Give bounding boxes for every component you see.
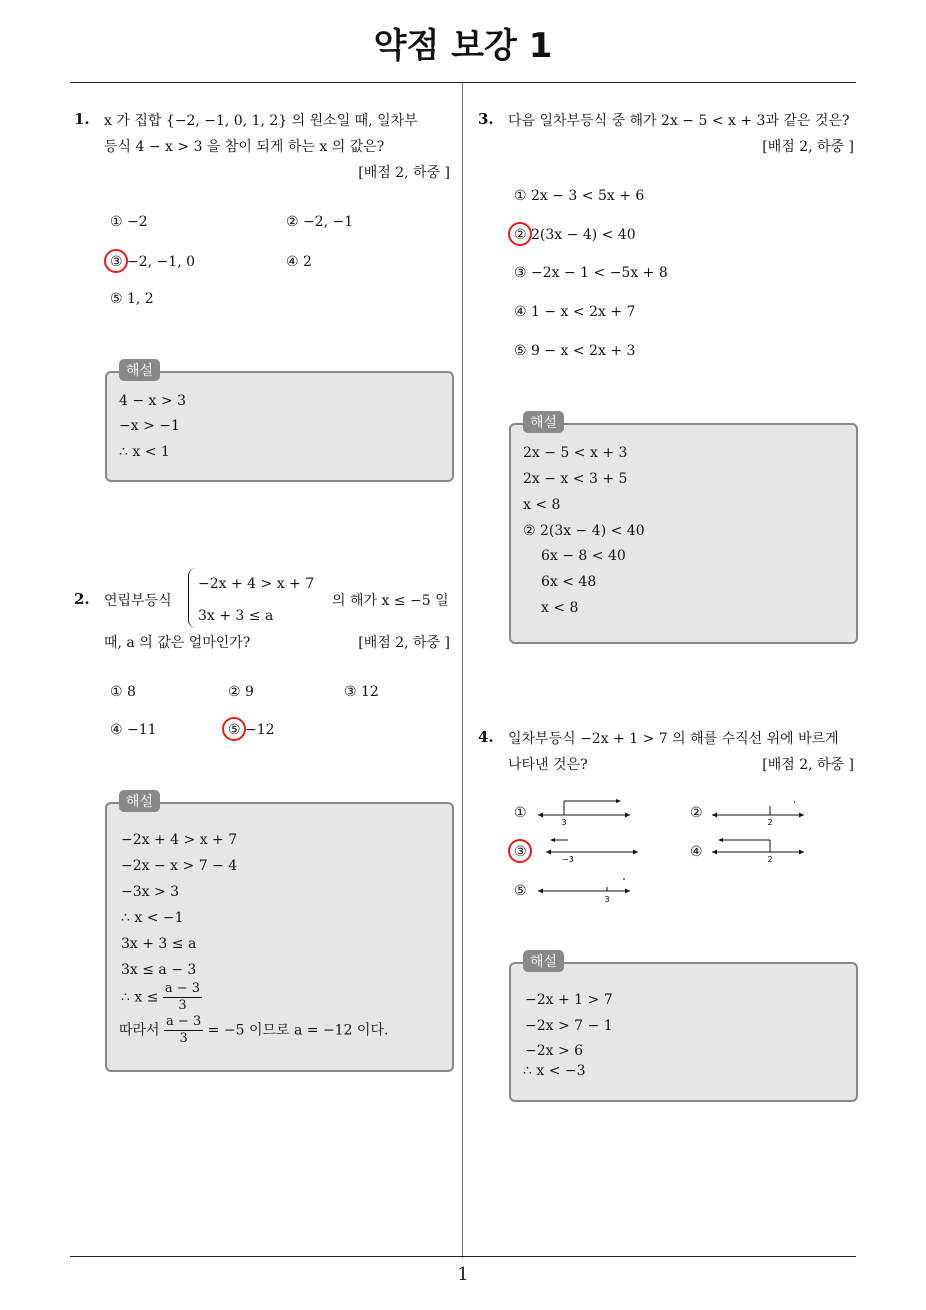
solution-text: = −5 이므로 a = −12 이다. [207,1022,389,1039]
solution-text: ∴ x ≤ [121,989,159,1006]
question-text: 일차부등식 −2x + 1 > 7 의 해를 수직선 위에 바르게 [508,731,839,747]
choice-2[interactable]: ② −2, −1 [286,214,354,230]
solution-line: −3x > 3 [121,884,180,900]
question-text: x 가 집합 {−2, −1, 0, 1, 2} 의 원소일 때, 일차부 [104,113,418,129]
answer-circle-mark [508,222,532,246]
solution-line: 2x − x < 3 + 5 [523,471,628,487]
number-line-1 [534,796,634,826]
solution-line: 2x − 5 < x + 3 [523,445,628,461]
choice-3[interactable] [110,254,195,270]
choice-4[interactable]: ④ 2 [286,254,312,270]
explanation-tab: 해설 [523,950,564,972]
solution-line [119,1014,388,1047]
choice-1[interactable]: ① −2 [110,214,148,230]
solution-line: ∴ x < −1 [121,910,184,926]
explanation-box [105,371,454,482]
choice-marker: ③ [514,844,527,860]
choice-text: −12 [245,722,275,738]
score-label: [배점 2, 하중 ] [762,139,854,155]
explanation-box [105,802,454,1072]
solution-line [121,981,202,1014]
fraction-numerator: a − 3 [164,981,201,996]
fraction-denominator: 3 [178,998,187,1013]
choice-5[interactable] [228,722,275,738]
choice-4[interactable]: ④ 1 − x < 2x + 7 [514,304,636,320]
number-line-2 [708,796,808,826]
fraction [164,1014,203,1047]
choice-2[interactable] [514,227,636,243]
solution-line: x < 8 [541,600,579,616]
question-number: 3. [478,110,494,128]
page-number: 1 [457,1264,469,1285]
column-divider [462,83,463,1258]
choice-2[interactable]: ② [690,805,703,821]
axis-label: 3 [604,895,610,904]
question-number: 4. [478,728,494,746]
choice-5[interactable]: ⑤ 9 − x < 2x + 3 [514,343,636,359]
question-text: 연립부등식 [104,593,172,609]
solution-line: −x > −1 [119,418,180,434]
axis-label: 2 [767,855,773,864]
choice-1[interactable]: ① [514,805,527,821]
choice-text: −2, −1, 0 [127,254,195,270]
question-text: 때, a 의 값은 얼마인가? [104,635,251,651]
choice-4[interactable]: ④ [690,844,703,860]
answer-circle-mark [222,717,246,741]
page-title: 약점 보강 1 [373,26,553,66]
system-brace [188,568,197,628]
explanation-box [509,423,858,644]
fraction-denominator: 3 [179,1031,188,1046]
system-inequality-2: 3x + 3 ≤ a [198,608,274,624]
score-label: [배점 2, 하중 ] [762,757,854,773]
number-line-3 [542,834,642,864]
solution-line: −2x + 1 > 7 [525,992,613,1008]
solution-text: 따라서 [119,1022,160,1039]
question-number: 1. [74,110,90,128]
choice-5[interactable]: ⑤ [514,883,527,899]
solution-line: 3x ≤ a − 3 [121,962,197,978]
solution-line: −2x > 7 − 1 [525,1018,613,1034]
fraction-numerator: a − 3 [166,1014,202,1029]
choice-2[interactable]: ② 9 [228,684,254,700]
choice-1[interactable]: ① 2x − 3 < 5x + 6 [514,188,645,204]
solution-line: ∴ x < 1 [119,444,170,460]
explanation-tab: 해설 [119,790,160,812]
question-text: 다음 일차부등식 중 해가 2x − 5 < x + 3과 같은 것은? [508,113,850,129]
system-inequality-1: −2x + 4 > x + 7 [198,576,315,592]
choice-1[interactable]: ① 8 [110,684,136,700]
choice-marker: ⑤ [228,722,241,738]
solution-line: −2x > 6 [525,1043,584,1059]
top-rule [70,82,856,83]
solution-line: 6x − 8 < 40 [541,548,626,564]
question-text: 등식 4 − x > 3 을 참이 되게 하는 x 의 값은? [104,139,385,155]
solution-line: −2x − x > 7 − 4 [121,858,238,874]
arrow-tick: › [793,798,796,806]
choice-marker: ② [514,227,527,243]
solution-line: 4 − x > 3 [119,393,186,409]
question-text: 나타낸 것은? [508,757,588,773]
number-line-4 [708,834,808,864]
fraction [163,981,202,1014]
solution-line: x < 8 [523,497,561,513]
question-number: 2. [74,590,90,608]
choice-3[interactable]: ③ −2x − 1 < −5x + 8 [514,265,668,281]
axis-label: 3 [561,818,567,826]
score-label: [배점 2, 하중 ] [358,165,450,181]
axis-label: 2 [767,818,773,826]
choice-3[interactable] [514,844,527,860]
explanation-tab: 해설 [523,411,564,433]
question-text: 의 해가 x ≤ −5 일 [332,593,449,609]
choice-5[interactable]: ⑤ 1, 2 [110,291,154,307]
answer-circle-mark [104,249,128,273]
choice-3[interactable]: ③ 12 [344,684,379,700]
choice-text: 2(3x − 4) < 40 [531,227,636,243]
explanation-tab: 해설 [119,359,160,381]
bottom-rule [70,1256,856,1257]
answer-circle-mark [508,839,532,863]
solution-line: −2x + 4 > x + 7 [121,832,238,848]
solution-line: ∴ x < −3 [523,1063,586,1079]
explanation-box [509,962,858,1102]
number-line-5 [534,873,634,905]
choice-4[interactable]: ④ −11 [110,722,157,738]
score-label: [배점 2, 하중 ] [358,635,450,651]
axis-label: −3 [562,855,574,864]
solution-line: 6x < 48 [541,574,597,590]
choice-marker: ③ [110,254,123,270]
solution-line: ② 2(3x − 4) < 40 [523,523,645,539]
solution-line: 3x + 3 ≤ a [121,936,197,952]
